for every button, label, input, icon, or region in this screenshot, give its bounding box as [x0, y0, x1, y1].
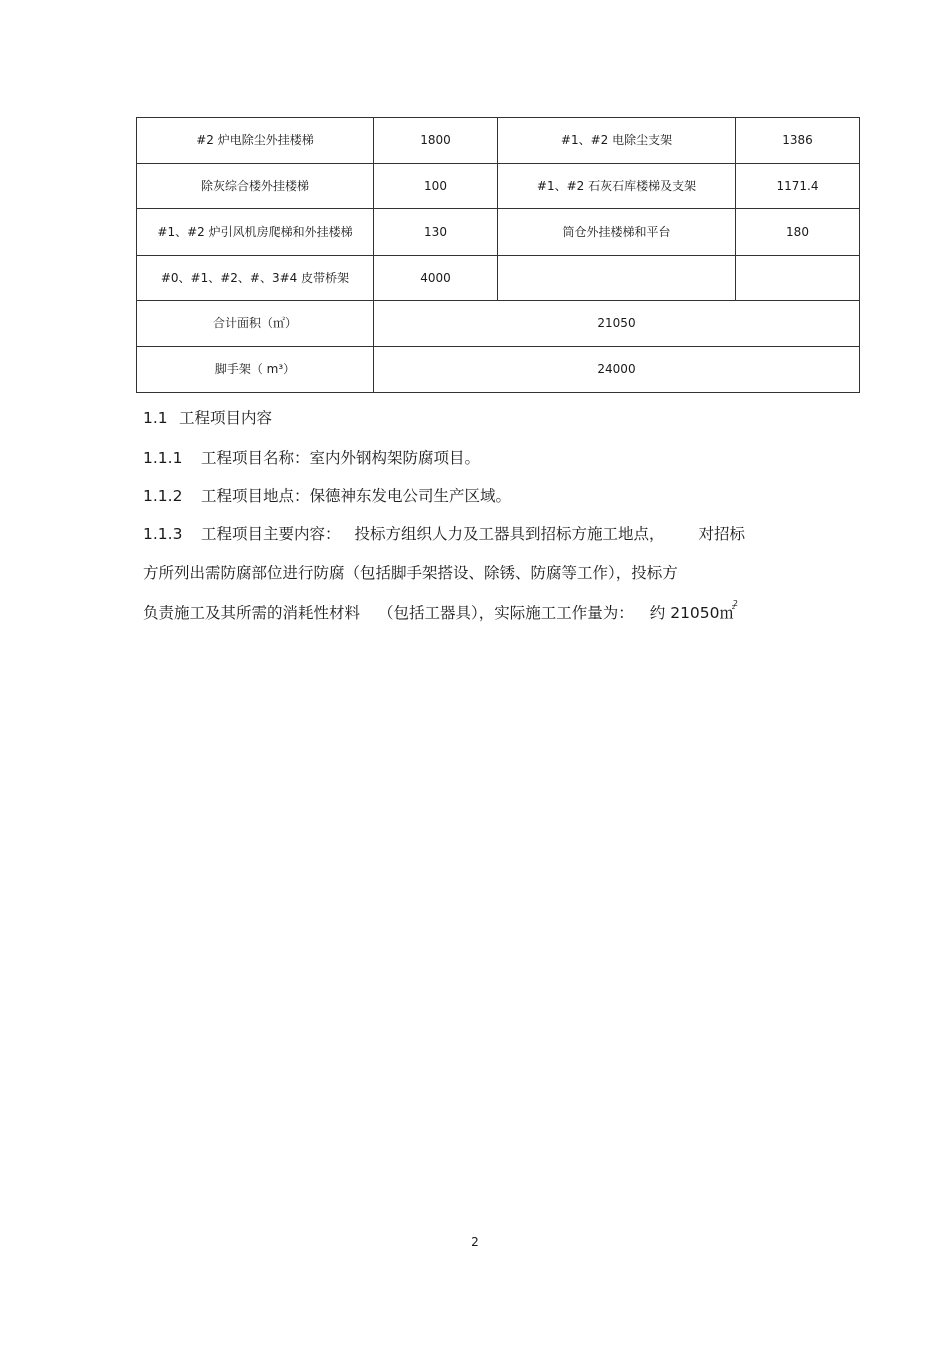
table-row: [137, 209, 860, 256]
project-content-line-2: [143, 561, 678, 583]
superscript-mark: 2: [733, 599, 739, 608]
section-heading: [143, 406, 272, 428]
project-location-text: 工程项目地点：保德神东发电公司生产区域。: [201, 487, 512, 505]
item-name-cell: #1、#2 电除尘支架: [498, 118, 736, 164]
section-number: 1.1.1: [143, 449, 183, 467]
project-content-label: 工程项目主要内容：: [201, 525, 341, 543]
item-name-cell: 除灰综合楼外挂楼梯: [137, 164, 374, 209]
scaffold-label: 脚手架（ m³）: [137, 347, 374, 393]
project-name-paragraph: [143, 446, 480, 468]
quantity-cell: [736, 256, 860, 301]
scaffold-value: 24000: [374, 347, 860, 393]
project-content-text-end: 对招标: [698, 525, 746, 543]
total-area-value: 21050: [374, 301, 860, 347]
workload-value: 约 21050㎡: [649, 604, 736, 622]
scaffold-row: [137, 347, 860, 393]
project-content-line-3-a: 负责施工及其所需的消耗性材料: [143, 604, 361, 622]
item-name-cell: #1、#2 炉引风机房爬梯和外挂楼梯: [137, 209, 374, 256]
project-content-text: 投标方组织人力及工器具到招标方施工地点，: [354, 525, 665, 543]
item-name-cell: #1、#2 石灰石库楼梯及支架: [498, 164, 736, 209]
item-name-cell: [498, 256, 736, 301]
section-number: 1.1.2: [143, 487, 183, 505]
total-row: [137, 301, 860, 347]
total-area-label: 合计面积（㎡）: [137, 301, 374, 347]
project-name-text: 工程项目名称：室内外钢构架防腐项目。: [201, 449, 481, 467]
quantity-cell: 100: [374, 164, 498, 209]
project-location-paragraph: [143, 484, 511, 506]
item-name-cell: #0、#1、#2、#、3#4 皮带桥架: [137, 256, 374, 301]
quantity-cell: 1171.4: [736, 164, 860, 209]
section-title: 工程项目内容: [179, 409, 273, 427]
quantity-cell: 180: [736, 209, 860, 256]
project-content-line-3: [143, 599, 738, 623]
quantity-cell: 1386: [736, 118, 860, 164]
quantity-cell: 130: [374, 209, 498, 256]
section-number: 1.1: [143, 409, 168, 427]
item-name-cell: #2 炉电除尘外挂楼梯: [137, 118, 374, 164]
item-name-cell: 筒仓外挂楼梯和平台: [498, 209, 736, 256]
table-row: [137, 256, 860, 301]
table-row: [137, 164, 860, 209]
table-row: [137, 118, 860, 164]
quantity-cell: 4000: [374, 256, 498, 301]
quantity-table: [136, 117, 860, 393]
project-content-paragraph: [143, 522, 745, 544]
quantity-cell: 1800: [374, 118, 498, 164]
section-number: 1.1.3: [143, 525, 183, 543]
project-content-line-2-text: 方所列出需防腐部位进行防腐（包括脚手架搭设、除锈、防腐等工作），投标方: [143, 564, 678, 582]
page-number: 2: [471, 1235, 479, 1249]
project-content-line-3-b: （包括工器具），实际施工工作量为：: [378, 604, 634, 622]
